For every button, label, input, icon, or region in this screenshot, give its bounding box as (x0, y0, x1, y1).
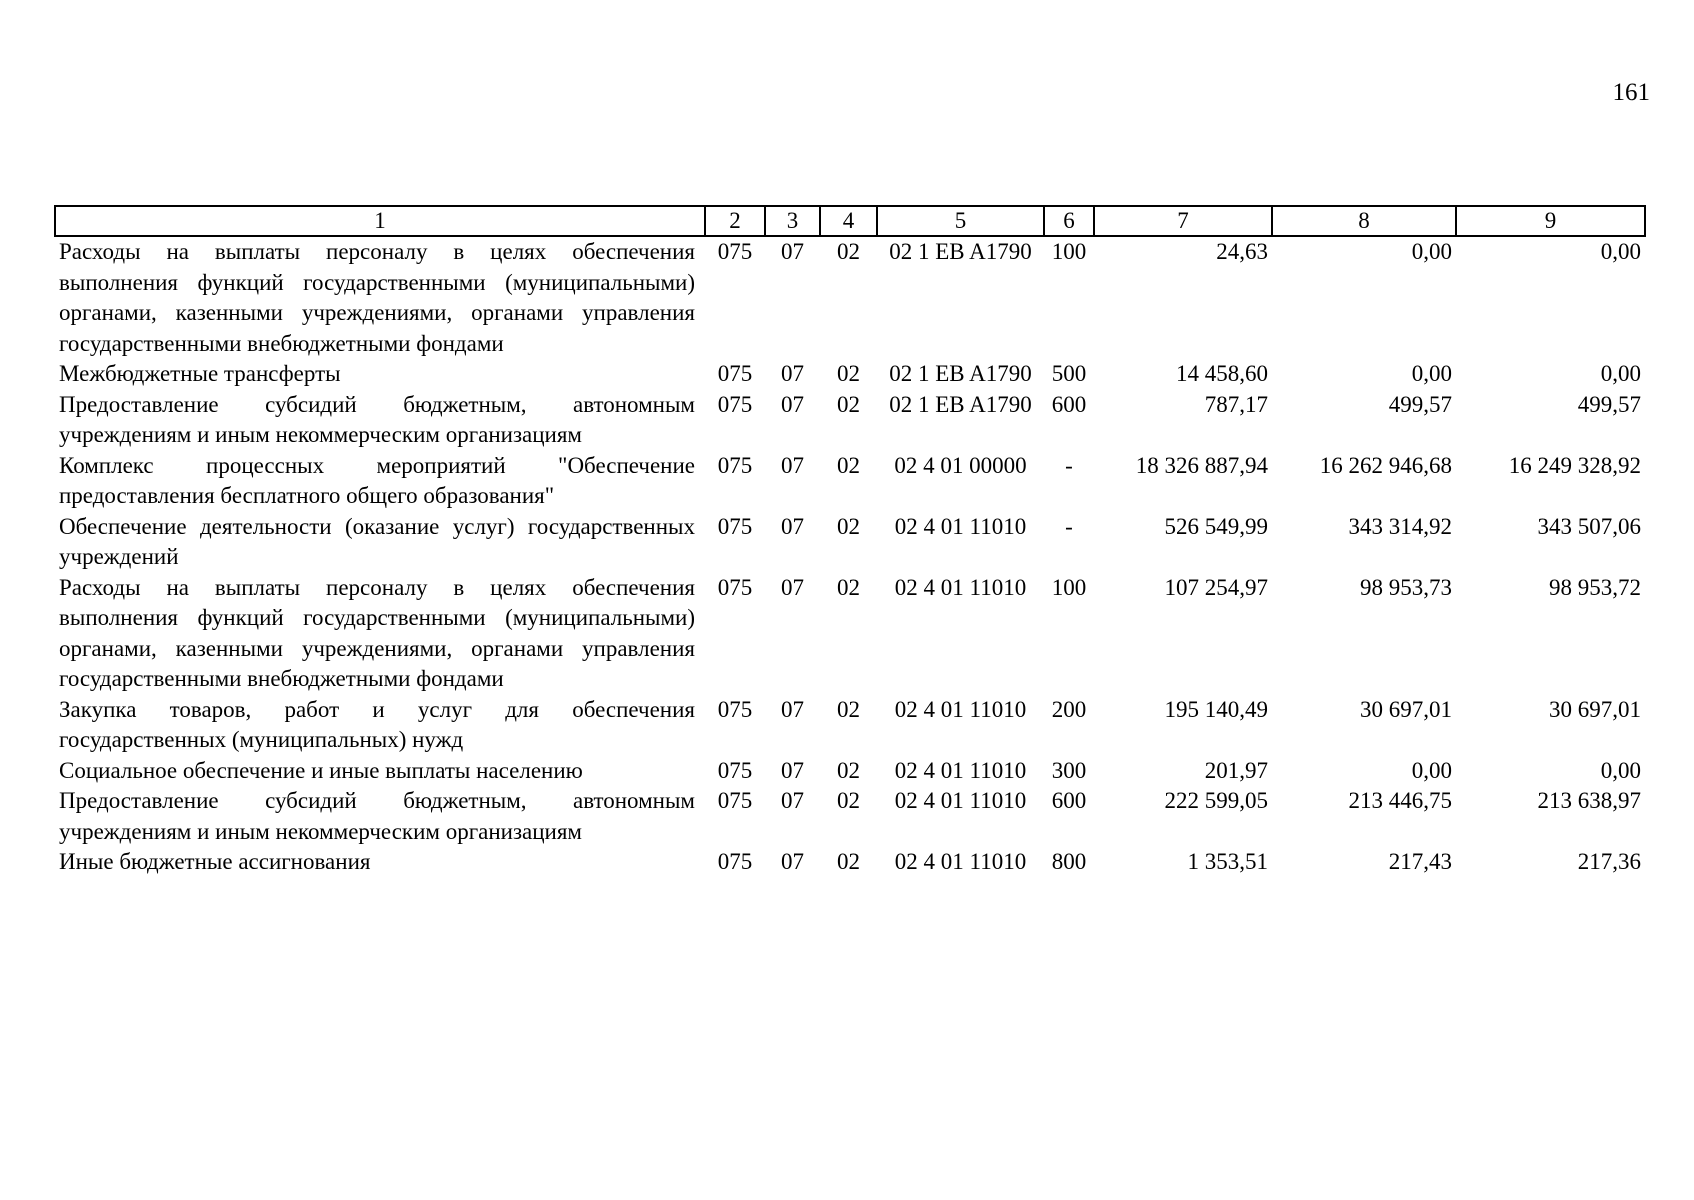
row-code-6: 100 (1051, 239, 1087, 264)
row-name: Закупка товаров, работ и услуг для обеспечения государственных (муниципальных) нужд (59, 696, 695, 752)
row-code-4: 02 (837, 696, 860, 722)
row-amount-7: 222 599,05 (1164, 788, 1268, 813)
column-header-9: 9 (1456, 206, 1645, 236)
row-code-4: 02 (837, 757, 860, 783)
row-code-2: 075 (717, 391, 753, 417)
row-code-6: 100 (1051, 574, 1087, 600)
row-amount-7: 526 549,99 (1164, 513, 1268, 539)
row-amount-9: 217,36 (1577, 849, 1641, 874)
row-amount-9: 16 249 328,92 (1508, 452, 1641, 478)
row-code-5: 02 4 01 00000 (894, 452, 1027, 478)
row-amount-7: 107 254,97 (1164, 574, 1268, 600)
row-code-2: 075 (717, 452, 753, 478)
row-name: Предоставление субсидий бюджетным, автономным учреждениям и иным некоммерческим организациям (59, 788, 695, 844)
row-code-2: 075 (717, 574, 753, 600)
row-name: Расходы на выплаты персоналу в целях обеспечения выполнения функций государственными (муниципальными) органами, казенными учреждениями, органами управления государственными внебюджетными фондами (59, 239, 695, 356)
row-code-4: 02 (837, 788, 860, 813)
row-amount-8: 0,00 (1411, 239, 1452, 264)
row-code-5: 02 1 EB A1790 (889, 361, 1032, 386)
column-header-7: 7 (1094, 206, 1272, 236)
table-row (55, 390, 1645, 451)
row-amount-7: 24,63 (1216, 239, 1268, 264)
row-code-3: 07 (781, 361, 804, 386)
column-header-3: 3 (765, 206, 820, 236)
row-code-3: 07 (781, 696, 804, 722)
row-amount-7: 201,97 (1204, 757, 1268, 783)
row-amount-8: 217,43 (1388, 849, 1452, 874)
row-amount-9: 98 953,72 (1549, 574, 1641, 600)
row-amount-7: 1 353,51 (1187, 849, 1268, 874)
row-amount-9: 213 638,97 (1537, 788, 1641, 813)
row-code-4: 02 (837, 391, 860, 417)
row-code-2: 075 (717, 513, 753, 539)
row-code-5: 02 4 01 11010 (894, 574, 1027, 600)
row-code-3: 07 (781, 513, 804, 539)
row-code-6: 600 (1051, 391, 1087, 417)
row-name: Иные бюджетные ассигнования (59, 849, 371, 874)
table-row (55, 512, 1645, 573)
row-code-6: - (1065, 452, 1073, 478)
row-code-6: 800 (1051, 849, 1087, 874)
row-code-4: 02 (837, 452, 860, 478)
row-amount-8: 343 314,92 (1348, 513, 1452, 539)
row-amount-9: 0,00 (1600, 757, 1641, 783)
row-code-5: 02 4 01 11010 (894, 788, 1027, 813)
row-amount-8: 0,00 (1411, 757, 1452, 783)
column-header-1: 1 (55, 206, 705, 236)
row-amount-8: 213 446,75 (1348, 788, 1452, 813)
row-code-4: 02 (837, 361, 860, 386)
table-row (55, 451, 1645, 512)
row-code-6: 500 (1051, 361, 1087, 386)
row-amount-7: 14 458,60 (1176, 361, 1268, 386)
table-row (55, 756, 1645, 787)
row-amount-7: 18 326 887,94 (1135, 452, 1268, 478)
row-amount-7: 195 140,49 (1164, 696, 1268, 722)
header-row (55, 206, 1645, 236)
row-amount-9: 499,57 (1577, 391, 1641, 417)
row-name: Комплекс процессных мероприятий "Обеспечение предоставления бесплатного общего образования" (59, 452, 695, 508)
row-code-5: 02 1 EB A1790 (889, 239, 1032, 264)
row-code-4: 02 (837, 239, 860, 264)
row-code-2: 075 (717, 361, 753, 386)
row-code-5: 02 4 01 11010 (894, 757, 1027, 783)
row-code-3: 07 (781, 452, 804, 478)
row-code-2: 075 (717, 239, 753, 264)
row-amount-7: 787,17 (1204, 391, 1268, 417)
row-code-5: 02 4 01 11010 (894, 849, 1027, 874)
row-amount-8: 499,57 (1388, 391, 1452, 417)
row-code-3: 07 (781, 574, 804, 600)
row-code-3: 07 (781, 391, 804, 417)
row-code-3: 07 (781, 849, 804, 874)
table-row (55, 786, 1645, 847)
row-code-4: 02 (837, 574, 860, 600)
column-header-2: 2 (705, 206, 765, 236)
row-code-6: - (1065, 513, 1073, 539)
table-row (55, 695, 1645, 756)
row-amount-9: 30 697,01 (1549, 696, 1641, 722)
row-code-2: 075 (717, 696, 753, 722)
row-code-4: 02 (837, 849, 860, 874)
row-amount-9: 0,00 (1600, 361, 1641, 386)
row-name: Социальное обеспечение и иные выплаты населению (59, 757, 583, 783)
row-code-2: 075 (717, 788, 753, 813)
row-code-3: 07 (781, 757, 804, 783)
column-header-8: 8 (1272, 206, 1456, 236)
row-code-3: 07 (781, 788, 804, 813)
table-row (55, 573, 1645, 695)
row-code-5: 02 4 01 11010 (894, 696, 1027, 722)
row-code-4: 02 (837, 513, 860, 539)
row-code-3: 07 (781, 239, 804, 264)
row-amount-9: 0,00 (1600, 239, 1641, 264)
row-amount-9: 343 507,06 (1537, 513, 1641, 539)
table-row (55, 359, 1645, 390)
table-row (55, 847, 1645, 878)
row-name: Межбюджетные трансферты (59, 361, 341, 386)
row-code-6: 300 (1051, 757, 1087, 783)
row-amount-8: 0,00 (1411, 361, 1452, 386)
column-header-5: 5 (877, 206, 1044, 236)
row-name: Расходы на выплаты персоналу в целях обеспечения выполнения функций государственными (муниципальными) органами, казенными учреждениями, органами управления государственными внебюджетными фондами (59, 574, 695, 691)
row-name: Обеспечение деятельности (оказание услуг) государственных учреждений (59, 513, 695, 569)
column-header-6: 6 (1044, 206, 1094, 236)
row-code-6: 600 (1051, 788, 1087, 813)
page-number: 161 (1612, 79, 1650, 106)
row-code-6: 200 (1051, 696, 1087, 722)
table-row (55, 236, 1645, 359)
budget-table (54, 205, 1646, 878)
row-amount-8: 16 262 946,68 (1319, 452, 1452, 478)
row-code-5: 02 4 01 11010 (894, 513, 1027, 539)
row-code-2: 075 (717, 757, 753, 783)
row-name: Предоставление субсидий бюджетным, автономным учреждениям и иным некоммерческим организациям (59, 391, 695, 447)
row-amount-8: 98 953,73 (1360, 574, 1452, 600)
row-code-2: 075 (717, 849, 753, 874)
column-header-4: 4 (820, 206, 877, 236)
row-code-5: 02 1 EB A1790 (889, 391, 1032, 417)
row-amount-8: 30 697,01 (1360, 696, 1452, 722)
